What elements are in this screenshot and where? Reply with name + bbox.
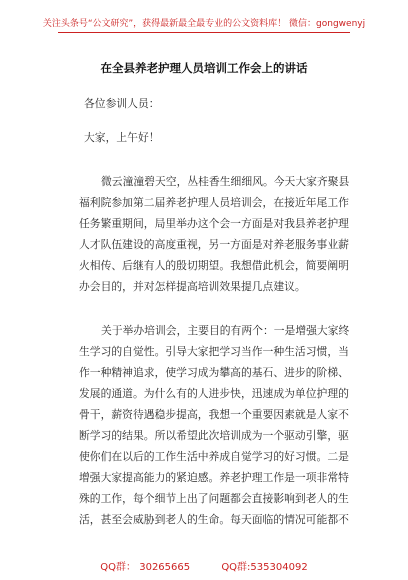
paragraph-line: 殊的工作，每个细节上出了问题都会直接影响到老人的生 xyxy=(79,492,349,505)
salutation: 各位参训人员： xyxy=(84,97,160,110)
paragraph-line: 人才队伍建设的高度重视，另一方面是对养老服务事业薪 xyxy=(79,238,349,251)
paragraph-line: 福利院参加第二届养老护理人员培训会，在接近年尾工作 xyxy=(79,196,349,209)
document-title: 在全县养老护理人员培训工作会上的讲话 xyxy=(100,61,308,75)
paragraph-line: 生学习的自觉性。引导大家把学习当作一种生活习惯，当 xyxy=(79,345,349,358)
paragraph-line: 断学习的结果。所以希望此次培训成为一个驱动引擎，驱 xyxy=(79,429,349,442)
footer-qq-group-2: QQ群:535304092 xyxy=(221,562,308,573)
paragraph-line: 骨干，薪资待遇稳步提高，我想一个重要因素就是人家不 xyxy=(79,408,349,421)
header-banner: 关注头条号“公文研究”，获得最新最全最专业的公文资料库！ 微信：gongwenyj xyxy=(42,19,366,29)
paragraph-line: 活，甚至会威胁到老人的生命。每天面临的情况可能都不 xyxy=(79,513,349,526)
paragraph-line: 关于举办培训会，主要目的有两个：一是增强大家终 xyxy=(101,324,350,337)
footer-qq-group-1: QQ群： 30265665 xyxy=(100,562,191,573)
paragraph-line: 发展的通道。为什么有的人进步快，迅速成为单位护理的 xyxy=(79,387,349,400)
paragraph-line: 作一种精神追求，使学习成为攀高的基石、进步的阶梯、 xyxy=(79,366,349,379)
greeting: 大家，上午好！ xyxy=(84,131,160,144)
paragraph-line: 增强大家提高能力的紧迫感。养老护理工作是一项非常特 xyxy=(79,471,349,484)
paragraph-line: 使你们在以后的工作生活中养成自觉学习的好习惯。二是 xyxy=(79,450,349,463)
paragraph-line: 火相传、后继有人的殷切期望。我想借此机会，简要阐明 xyxy=(79,259,349,272)
paragraph-line: 任务繁重期间，局里举办这个会一方面是对我县养老护理 xyxy=(79,217,349,230)
paragraph-line: 办会目的，并对怎样提高培训效果提几点建议。 xyxy=(79,280,306,293)
footer-contact xyxy=(0,558,408,573)
paragraph-line: 微云潼潼碧天空，丛桂香生细细风。今天大家齐聚县 xyxy=(101,175,350,188)
